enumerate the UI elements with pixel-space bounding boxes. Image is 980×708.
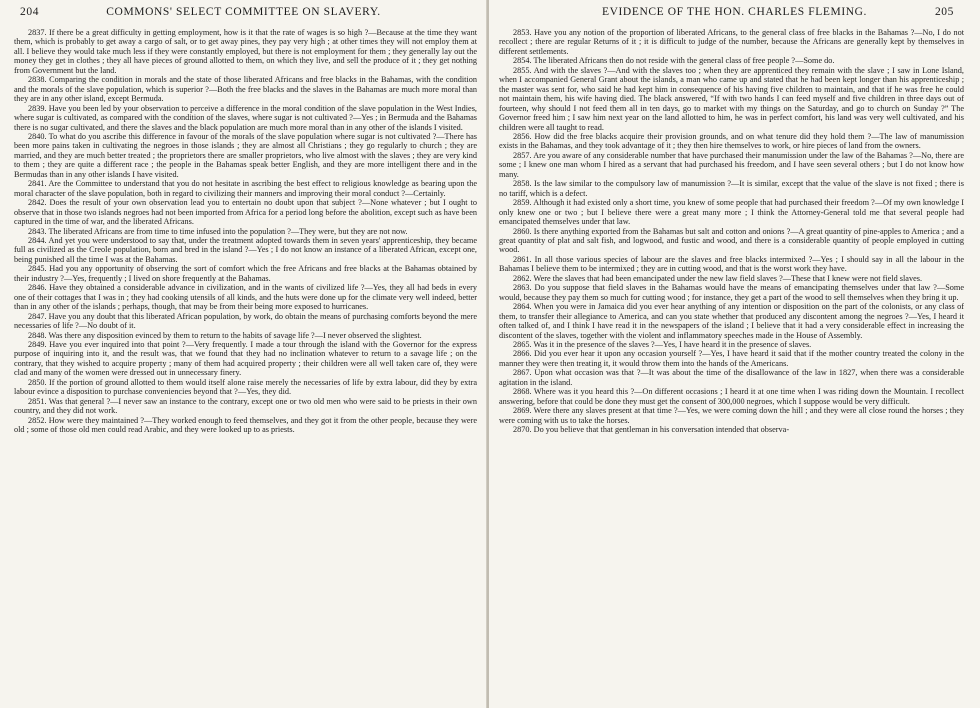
question-2860: 2860. Is there anything exported from the Bahamas but salt and cotton and onions ?—A great quantity of pine-apples to America ; and a great quantity of plat and salt fish, and logwood, and fustic and wood, and there is a considerable quantity of people employed in cutting wood. [499, 226, 964, 255]
question-2864: 2864. When you were in Jamaica did you ever hear anything of any intention or disposition on the part of the colonists, or any class of them, to transfer their allegiance to America, and can you state whether that produced any discontent among the negroes ?—Yes, I heard it often talked of, and I think I have read it in the newspapers of the island ; I believe that it had a very considerable effect in increasing the discontent of the slaves, together with the violent and inflammatory speeches made in the House of Assembly. [499, 302, 964, 340]
question-2858: 2858. Is the law similar to the compulsory law of manumission ?—It is similar, except that the value of the slave is not fixed ; there is no tariff, which is a defect. [499, 179, 964, 198]
question-2870: 2870. Do you believe that that gentleman in his conversation intended that observa- [513, 425, 790, 435]
question-2867: 2867. Upon what occasion was that ?—It was about the time of the disallowance of the law in 1827, when there was a considerable agitation in the island. [499, 368, 964, 387]
left-page [0, 0, 487, 708]
right-page-number: 205 [934, 6, 954, 18]
question-2842: 2842. Does the result of your own observation lead you to entertain no doubt upon that subject ?—None whatever ; but I ought to observe that in those two islands negroes had not been imported from Africa for a period long before the abolition, except such as have been captured in the time of war, and the liberated Africans. [14, 198, 478, 227]
question-2854: 2854. The liberated Africans then do not reside with the general class of free people ?—Some do. [513, 56, 835, 66]
question-2865: 2865. Was it in the presence of the slaves ?—Yes, I have heard it in the presence of slaves. [513, 339, 812, 349]
question-2841: 2841. Are the Committee to understand that you do not hesitate in ascribing the best effect to religious knowledge as bearing upon the moral character of the slave population, both in regard to civilizing their manners and improving their moral conduct ?—Certainly. [14, 179, 477, 198]
question-2846: 2846. Have they obtained a considerable advance in civilization, and in the wants of civilized life ?—Yes, they all had beds in every one of their cottages that I was in ; they had cooking utensils of all kinds, and the huts were done up for the climate very well indeed, better than in any other of the islands ; perhaps, though, that may be from their being more exposed to hurricanes. [14, 283, 477, 312]
question-2868: 2868. Where was it you heard this ?—On different occasions ; I heard it at one time when I was riding down the Mountain. I recollect answering, before that could be done they must get the consent of 300,000 negroes, which I suppose would be very difficult. [499, 387, 964, 406]
question-2837: 2837. If there be a great difficulty in getting employment, how is it that the rate of wages is so high ?—Because at the time they want them, which is probably to get away a cargo of salt, or to get away pines, they pay very high ; at other times they will not employ them at all. I believe they would take much less if they were constantly employed, but there is not employment for them ; they generally lay out the money they get in clothes ; they all have pieces of ground allotted to them, on which they live, and sell the produce of it ; they get nothing from Government but the land. [14, 28, 477, 75]
question-2852: 2852. How were they maintained ?—They worked enough to feed themselves, and they got it from the other people, because they were old ; some of those old men could read Arabic, and they were looked up to as priests. [14, 415, 477, 435]
question-2848: 2848. Was there any disposition evinced by them to return to the habits of savage life ?—I never observed the slightest. [28, 330, 422, 340]
right-page-header [489, 6, 980, 26]
right-page-body [499, 28, 964, 704]
question-2861: 2861. In all those various species of labour are the slaves and free blacks intermixed ?—Yes ; I should say in all the labour in the Bahamas I believe them to be intermixed ; they are in cutting wood, and that is the worst work they have. [499, 254, 964, 274]
right-running-head: EVIDENCE OF THE HON. CHARLES FLEMING. [601, 6, 868, 18]
right-page [489, 0, 980, 708]
question-2838: 2838. Comparing the condition in morals and the state of those liberated Africans and free blacks in the Bahamas, with the condition and the morals of the slave population, which is superior ?—Both the free blacks and the slaves in the Bahamas are much more moral than they are in any other island, except Bermuda. [14, 75, 477, 104]
question-2840: 2840. To what do you ascribe this difference in favour of the morals of the slave population where sugar is not cultivated ?—There has been more pains taken in cultivating the negroes in those islands ; they are almost all Christians ; they go regularly to church ; they are married, and they are much better treated ; the proprietors there are smaller proprietors, who live almost with the slaves ; they are very kind to them ; they are quite a different race ; the people in the Bahamas speak better English, and they are more intelligent there and in the Bermudas than in any other islands I have visited. [14, 131, 477, 179]
question-2866: 2866. Did you ever hear it upon any occasion yourself ?—Yes, I have heard it said that if the mother country treated the colony in the manner they were then treating it, it would throw them into the hands of the Americans. [499, 349, 964, 368]
question-2844: 2844. And yet you were understood to say that, under the treatment adopted towards them in seven years' apprenticeship, they became full as civilized as the Creole population, born and bred in the island ?—Yes ; I do not know an instance of a liberated African, except one, being punished all the time I was at the Bahamas. [14, 235, 477, 264]
question-2849: 2849. Have you ever inquired into that point ?—Very frequently. I made a tour through the island with the Governor for the express purpose of inquiring into it, and the result was, that we found that they had no inclination whatever to return to a savage life ; on the contrary, that they wished to acquire property ; many of them had acquired property ; their children were all well taken care of, they were clad and many of the women were dressed out in unnecessary finery. [14, 339, 477, 378]
left-page-body [14, 28, 477, 704]
question-2843: 2843. The liberated Africans are from time to time infused into the population ?—They were, but they are not now. [28, 226, 408, 236]
left-page-number: 204 [20, 6, 40, 18]
left-running-head: COMMONS' SELECT COMMITTEE ON SLAVERY. [106, 6, 381, 18]
question-2863: 2863. Do you suppose that field slaves in the Bahamas would have the means of emancipating themselves under that law ?—Some would, because they pay them so much for cutting wood ; for instance, they get a part of the wood to sell themselves when they bring it up. [499, 283, 964, 302]
question-2857: 2857. Are you aware of any considerable number that have purchased their manumission under the law of the Bahamas ?—No, there are some ; I knew one man whom I hired as a servant that had purchased his freedom, and I have seen several others ; but I do not know how many. [499, 150, 964, 179]
question-2869: 2869. Were there any slaves present at that time ?—Yes, we were coming down the hill ; and they were all close round the horses ; they were coming with us to take the horses. [499, 406, 964, 425]
question-2862: 2862. Were the slaves that had been emancipated under the new law field slaves ?—These that I knew were not field slaves. [513, 273, 923, 283]
question-2859: 2859. Although it had existed only a short time, you knew of some people that had purchased their freedom ?—Of my own knowledge I only knew one or two ; but I believe there were a great many more ; I think the Attorney-General told me that several people had emancipated themselves under that law. [499, 198, 964, 227]
left-page-header [0, 6, 487, 26]
question-2851: 2851. Was that general ?—I never saw an instance to the contrary, except one or two old men who were said to be priests in their own country, and they did not work. [14, 396, 477, 416]
question-2856: 2856. How did the free blacks acquire their provision grounds, and on what tenure did they hold them ?—The law of manumission exists in the Bahamas, and they took advantage of it ; they then hire themselves to work, or hire pieces of land from the owners. [499, 131, 964, 151]
question-2839: 2839. Have you been led by your observation to perceive a difference in the moral condition of the slave population in the West Indies, where sugar is cultivated, as compared with the condition of the slaves, where sugar is not cultivated ?—Yes ; in Bermuda and the Bahamas there is no sugar cultivated, and there the slaves and the black population are much more moral than in any other of the islands I visited. [14, 103, 477, 132]
question-2845: 2845. Had you any opportunity of observing the sort of comfort which the free Africans and free blacks at the Bahamas obtained by their industry ?—Yes, frequently ; I lived on shore frequently at the Bahamas. [14, 264, 477, 283]
question-2855: 2855. And with the slaves ?—And with the slaves too ; when they are apprenticed they remain with the slave ; I saw in Lone Island, when I accompanied General Grant about the islands, a man who came up and stated that he had been kept longer than his apprenticeship ; the master was sent for, who said he had kept him in consequence of his having five children to maintain, and that if he was free he could not maintain them, his wife having died. The black answered, “If with two hands I can feed myself and five children in three days out of fourteen, why should I not feed them all in ten days, go to market with my things on the Saturday, and go to church on Sunday ?” The Governor freed him ; I saw him next year on the land allotted to him, he was in perfect comfort, his land was very well cultivated, and his children were all taught to read. [499, 65, 964, 132]
question-2847: 2847. Have you any doubt that this liberated African population, by work, do obtain the means of purchasing comforts beyond the mere necessaries of life ?—No doubt of it. [14, 311, 477, 331]
question-2853: 2853. Have you any notion of the proportion of liberated Africans, to the general class of free blacks in the Bahamas ?—No, I do not recollect ; there are regular Returns of it ; it is difficult to judge of the number, because the Africans are generally kept by themselves in different settlements. [499, 28, 964, 56]
question-2850: 2850. If the portion of ground allotted to them would itself alone raise merely the necessaries of life by extra labour, did they by extra labour evince a disposition to purchase conveniencies beyond that ?—Yes, they did. [14, 377, 477, 397]
